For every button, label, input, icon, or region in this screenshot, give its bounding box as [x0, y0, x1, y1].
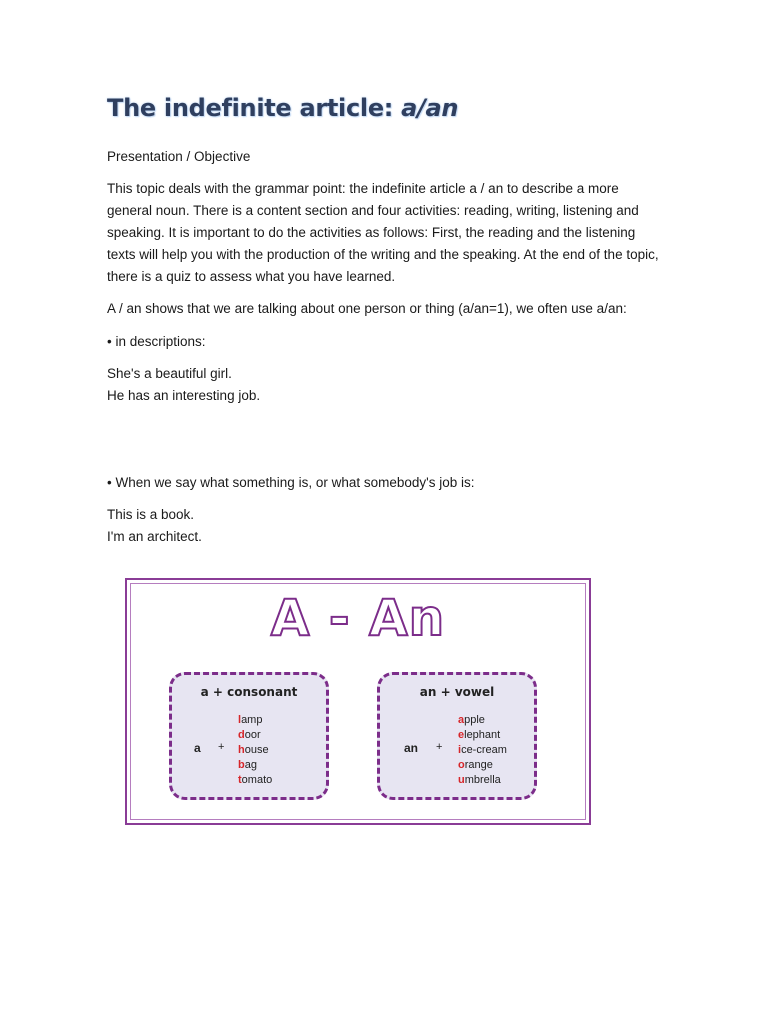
word-rest: omato	[241, 774, 273, 786]
word-rest: ce-cream	[461, 744, 507, 756]
list-item	[238, 728, 272, 743]
list-item	[238, 758, 272, 773]
usage-paragraph: A / an shows that we are talking about one person or thing (a/an=1), we often use a/an:	[107, 301, 627, 316]
title-main: The indefinite article:	[107, 94, 402, 122]
word-rest: range	[464, 759, 493, 771]
vowel-box	[377, 672, 537, 800]
word-rest: pple	[464, 714, 485, 726]
word-rest: ouse	[244, 744, 269, 756]
list-item	[458, 713, 507, 728]
list-item	[238, 773, 272, 788]
first-letter: o	[458, 759, 465, 771]
consonant-plus: +	[218, 741, 225, 753]
example-2b: I'm an architect.	[107, 529, 202, 544]
first-letter: a	[458, 714, 465, 726]
vowel-plus: +	[436, 741, 443, 753]
consonant-word-list	[238, 713, 272, 788]
word-rest: ag	[244, 759, 257, 771]
list-item	[238, 743, 272, 758]
consonant-article: a	[194, 741, 201, 755]
first-letter: i	[458, 744, 462, 756]
list-item	[458, 773, 507, 788]
subtitle: Presentation / Objective	[107, 149, 251, 164]
figure-inner-frame	[130, 583, 586, 820]
word-rest: mbrella	[464, 774, 501, 786]
consonant-box	[169, 672, 329, 800]
figure-title: A - An	[270, 589, 446, 647]
bullet-what-something-is: • When we say what something is, or what somebody's job is:	[107, 475, 475, 490]
first-letter: u	[458, 774, 465, 786]
bullet-descriptions: • in descriptions:	[107, 334, 206, 349]
word-rest: oor	[244, 729, 261, 741]
first-letter: l	[238, 714, 242, 726]
first-letter: t	[238, 774, 242, 786]
example-1b: He has an interesting job.	[107, 388, 261, 403]
list-item	[458, 728, 507, 743]
vowel-box-header: an + vowel	[419, 685, 495, 699]
title-italic: a/an	[401, 94, 459, 122]
word-rest: amp	[241, 714, 263, 726]
list-item	[458, 758, 507, 773]
consonant-box-header: a + consonant	[200, 685, 298, 699]
list-item	[458, 743, 507, 758]
word-rest: lephant	[464, 729, 501, 741]
first-letter: h	[238, 744, 245, 756]
example-1a: She's a beautiful girl.	[107, 366, 232, 381]
a-an-figure	[125, 578, 591, 825]
first-letter: e	[458, 729, 465, 741]
first-letter: b	[238, 759, 245, 771]
list-item	[238, 713, 272, 728]
intro-paragraph: This topic deals with the grammar point: the indefinite article a / an to describe a more general noun. There is a content section and four activities: reading, writing, listening and speaking. It is important to do the activities as follows: First, the reading and the listening texts will help you with the production of the writing and the speaking. At the end of the topic, there is a quiz to assess what you have learned.	[107, 181, 659, 284]
example-2a: This is a book.	[107, 507, 195, 522]
vowel-article: an	[404, 741, 419, 755]
vowel-word-list	[458, 713, 507, 788]
page-title	[107, 94, 458, 122]
first-letter: d	[238, 729, 245, 741]
